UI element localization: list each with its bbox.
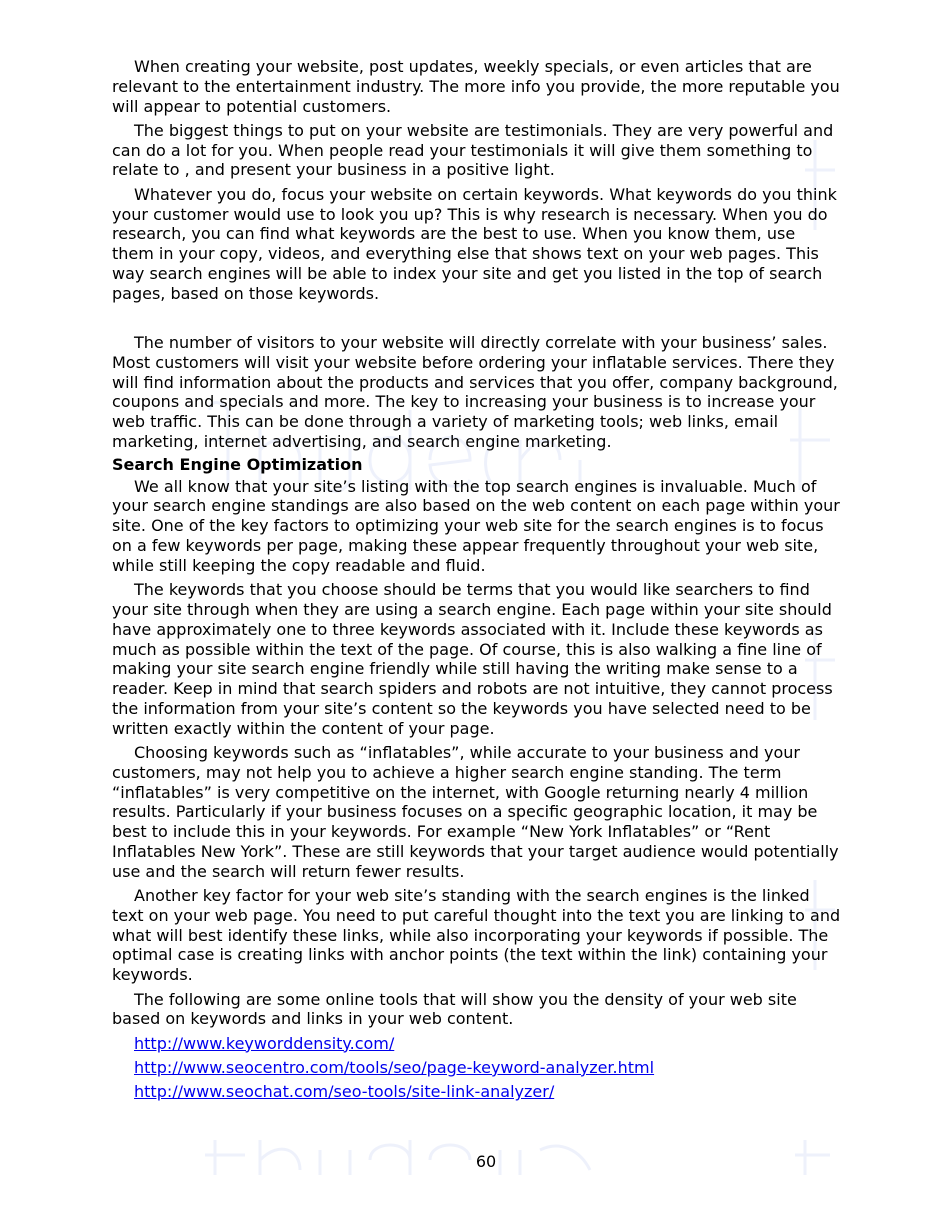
page-number: 60 bbox=[475, 1152, 497, 1171]
paragraph-search-listing: We all know that your site’s listing with the top search engines is invaluable. Much of your search engine standings are also based on the web content on each page within your site. One of the key factors to optimizing your web site for the search engines is to focus on a few keywords per page, making these appear frequently throughout your web site, while still keeping the copy readable and fluid. bbox=[112, 476, 840, 575]
link-seochat-analyzer[interactable]: http://www.seochat.com/seo-tools/site-link-analyzer/ bbox=[134, 1082, 555, 1102]
paragraph-web-traffic: The number of visitors to your website will directly correlate with your business’ sales. Most customers will visit your website before ordering your inflatable services. There they will find information about the products and services that you offer, company background, coupons and specials and more. The key to increasing your business is to increase your web traffic. This can be done through a variety of marketing tools; web links, email marketing, internet advertising, and search engine marketing. bbox=[112, 333, 838, 452]
paragraph-inflatables-keywords: Choosing keywords such as “inflatables”, while accurate to your business and your customers, may not help you to achieve a higher search engine standing. The term “inflatables” is very competitive on the internet, with Google returning nearly 4 million results. Particularly if your business focuses on a specific geographic location, it may be best to include this in your keywords. For example “New York Inflatables” or “Rent Inflatables New York”. These are still keywords that your target audience would potentially use and the search will return fewer results. bbox=[112, 743, 839, 881]
link-keyword-density[interactable]: http://www.keyworddensity.com/ bbox=[134, 1033, 395, 1053]
paragraph-keyword-choice: The keywords that you choose should be terms that you would like searchers to find your site through when they are using a search engine. Each page within your site should have approximately one to three keywords associated with it. Include these keywords as much as possible within the text of the page. Of course, this is also walking a fine line of making your site search engine friendly while still having the writing make sense to a reader. Keep in mind that search spiders and robots are not intuitive, they cannot process the information from your site’s content so the keywords you have selected need to be written exactly within the content of your page. bbox=[112, 580, 833, 738]
paragraph-website-updates: When creating your website, post updates, weekly specials, or even articles that are relevant to the entertainment industry. The more info you provide, the more reputable you will appear to potential customers. bbox=[112, 57, 840, 116]
paragraph-online-tools: The following are some online tools that will show you the density of your web site based on keywords and links in your web content. bbox=[112, 989, 797, 1029]
paragraph-gap bbox=[112, 308, 842, 333]
link-seocentro-analyzer[interactable]: http://www.seocentro.com/tools/seo/page-keyword-analyzer.html bbox=[134, 1057, 655, 1077]
link-item bbox=[134, 1058, 842, 1078]
paragraph-linked-text: Another key factor for your web site’s standing with the search engines is the linked text on your web page. You need to put careful thought into the text you are linking to and what will best identify these links, while also incorporating your keywords if possible. The optimal case is creating links with anchor points (the text within the link) containing your keywords. bbox=[112, 886, 841, 985]
link-item bbox=[134, 1082, 842, 1102]
paragraph-testimonials: The biggest things to put on your website are testimonials. They are very powerful and can do a lot for you. When people read your testimonials it will give them something to relate to , and present your business in a positive light. bbox=[112, 120, 834, 180]
link-item bbox=[134, 1034, 842, 1054]
body-text bbox=[112, 57, 842, 1106]
paragraph-keywords-focus: Whatever you do, focus your website on certain keywords. What keywords do you think your customer would use to look you up? This is why research is necessary. When you do research, you can find what keywords are the best to use. When you know them, use them in your copy, videos, and everything else that shows text on your web pages. This way search engines will be able to index your site and get you listed in the top of search pages, based on those keywords. bbox=[112, 184, 837, 303]
section-heading-seo: Search Engine Optimization bbox=[112, 454, 363, 474]
